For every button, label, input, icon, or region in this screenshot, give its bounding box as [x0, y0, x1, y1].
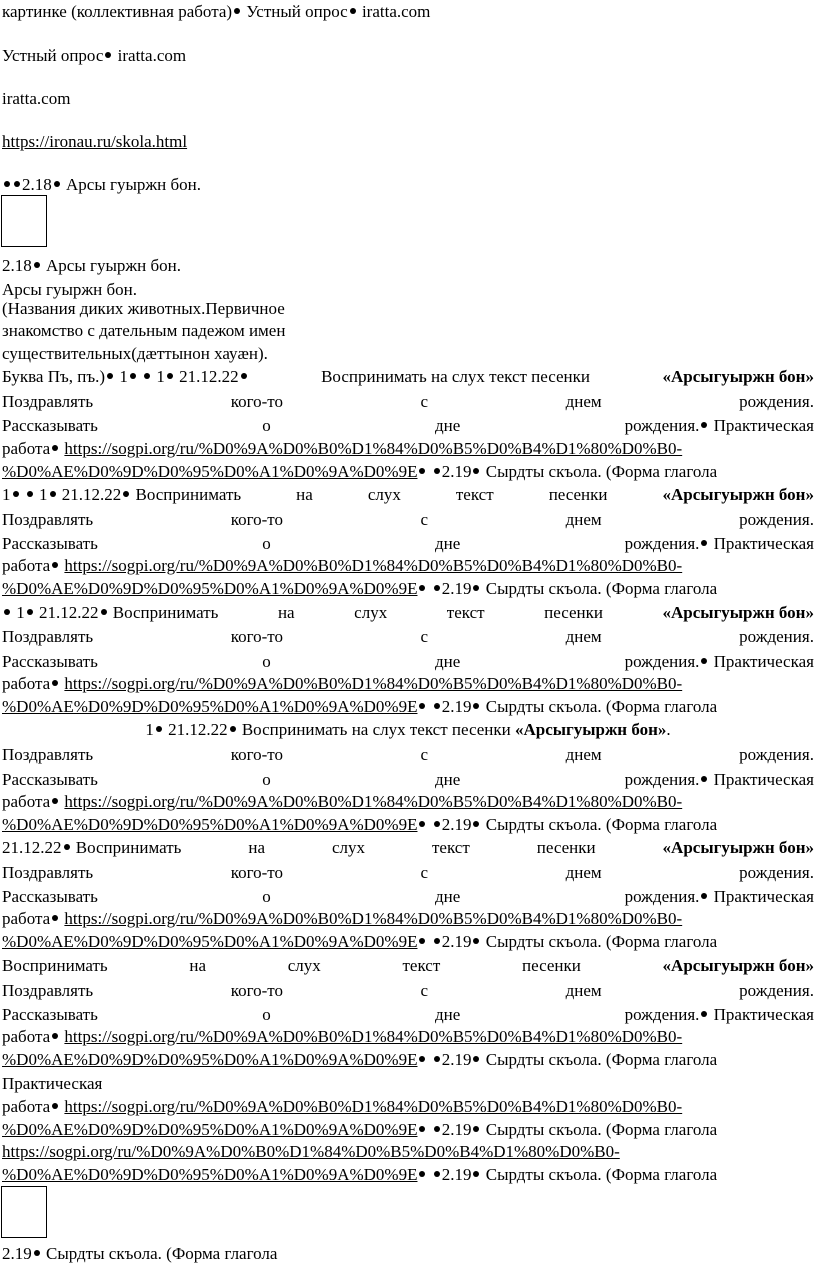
congrat-line: Поздравлять кого-то с днем рождения.	[2, 627, 814, 646]
bullet-icon	[27, 491, 33, 497]
lesson-title: 2.18 Арсы гуыржн бон.	[2, 256, 181, 275]
tell-line: Рассказывать о дне рождения. Практическая	[2, 1005, 814, 1024]
bullet-icon	[64, 844, 70, 850]
bullet-icon	[701, 893, 707, 899]
bullet-icon	[473, 585, 479, 591]
bullet-icon	[54, 181, 60, 187]
bullet-icon	[434, 1126, 440, 1132]
bullet-icon	[434, 585, 440, 591]
image-placeholder	[1, 195, 47, 247]
sogpi-link[interactable]: %D0%AE%D0%9D%D0%95%D0%A1%D0%9A%D0%9E	[2, 462, 418, 481]
header-line-5: 2.18 Арсы гуыржн бон.	[2, 175, 814, 195]
tell-line: Рассказывать о дне рождения. Практическая	[2, 534, 814, 553]
url-line-a: работа https://sogpi.org/ru/%D0%9A%D0%B0%D1%84%D0%B5%D0%B4%D1%80%D0%B0-	[2, 792, 683, 811]
bullet-icon	[434, 821, 440, 827]
bullet-icon	[123, 491, 129, 497]
lesson-desc-1: (Названия диких животных.Первичное	[2, 299, 285, 318]
url-line-a: работа https://sogpi.org/ru/%D0%9A%D0%B0%D1%84%D0%B5%D0%B4%D1%80%D0%B0-	[2, 1097, 683, 1116]
bullet-icon	[52, 798, 58, 804]
bullet-icon	[52, 1033, 58, 1039]
congrat-line: Поздравлять кого-то с днем рождения.	[2, 745, 814, 764]
lesson-desc-3: существительных(дæттынон хауæн).	[2, 344, 268, 363]
bullet-icon	[230, 726, 236, 732]
sogpi-link[interactable]: https://sogpi.org/ru/%D0%9A%D0%B0%D1%84%D0%B5%D0%B4%D1%80%D0%B0-	[2, 1142, 620, 1161]
url-line-b: %D0%AE%D0%9D%D0%95%D0%A1%D0%9A%D0%9E 2.19 Сырдты скъола. (Форма глагола	[2, 462, 718, 481]
bullet-icon	[473, 938, 479, 944]
bullet-icon	[419, 938, 425, 944]
url-line-b: %D0%AE%D0%9D%D0%95%D0%A1%D0%9A%D0%9E 2.19 Сырдты скъола. (Форма глагола	[2, 1050, 718, 1069]
practical-line: Практическая	[2, 1074, 103, 1093]
sogpi-link[interactable]: https://sogpi.org/ru/%D0%9A%D0%B0%D1%84%D0%B5%D0%B4%D1%80%D0%B0-	[64, 674, 683, 693]
bullet-icon	[419, 1171, 425, 1177]
sogpi-link[interactable]: %D0%AE%D0%9D%D0%95%D0%A1%D0%9A%D0%9E	[2, 1120, 418, 1139]
bullet-icon	[701, 658, 707, 664]
bullet-icon	[701, 540, 707, 546]
perceive-line: Буква Пъ, пъ.) 1 1 21.12.22 Воспринимать на слух текст песенки «Арсыгуыржн бон»	[2, 367, 814, 386]
tell-line: Рассказывать о дне рождения. Практическая	[2, 416, 814, 435]
footer-line: 2.19 Сырдты скъола. (Форма глагола	[2, 1244, 278, 1263]
bullet-icon	[701, 776, 707, 782]
url-line-a: работа https://sogpi.org/ru/%D0%9A%D0%B0%D1%84%D0%B5%D0%B4%D1%80%D0%B0-	[2, 439, 683, 458]
bullet-icon	[156, 726, 162, 732]
bullet-icon	[473, 703, 479, 709]
url-line-b: %D0%AE%D0%9D%D0%95%D0%A1%D0%9A%D0%9E 2.19 Сырдты скъола. (Форма глагола	[2, 932, 718, 951]
bullet-icon	[105, 52, 111, 58]
sogpi-link[interactable]: https://sogpi.org/ru/%D0%9A%D0%B0%D1%84%D0%B5%D0%B4%D1%80%D0%B0-	[64, 1027, 683, 1046]
congrat-line: Поздравлять кого-то с днем рождения.	[2, 981, 814, 1000]
bullet-icon	[350, 8, 356, 14]
url-line-a: работа https://sogpi.org/ru/%D0%9A%D0%B0%D1%84%D0%B5%D0%B4%D1%80%D0%B0-	[2, 909, 683, 928]
perceive-line: 1 1 21.12.22 Воспринимать на слух текст песенки «Арсыгуыржн бон»	[2, 485, 814, 504]
url-line-b: %D0%AE%D0%9D%D0%95%D0%A1%D0%9A%D0%9E 2.19 Сырдты скъола. (Форма глагола	[2, 1165, 718, 1184]
bullet-icon	[419, 821, 425, 827]
sogpi-link[interactable]: https://sogpi.org/ru/%D0%9A%D0%B0%D1%84%D0%B5%D0%B4%D1%80%D0%B0-	[64, 909, 683, 928]
bullet-icon	[4, 181, 10, 187]
lesson-desc-2: знакомство с дательным падежом имен	[2, 321, 286, 340]
bullet-icon	[52, 445, 58, 451]
perceive-line: 21.12.22 Воспринимать на слух текст песенки «Арсыгуыржн бон»	[2, 838, 814, 857]
bullet-icon	[434, 1171, 440, 1177]
header-line-1: картинке (коллективная работа) Устный опрос iratta.com	[2, 2, 431, 21]
bullet-icon	[52, 562, 58, 568]
bullet-icon	[27, 609, 33, 615]
sogpi-link[interactable]: %D0%AE%D0%9D%D0%95%D0%A1%D0%9A%D0%9E	[2, 932, 418, 951]
header-line-4	[2, 132, 814, 152]
bullet-icon	[434, 1056, 440, 1062]
tell-line: Рассказывать о дне рождения. Практическая	[2, 887, 814, 906]
url-line-a: работа https://sogpi.org/ru/%D0%9A%D0%B0%D1%84%D0%B5%D0%B4%D1%80%D0%B0-	[2, 1027, 683, 1046]
congrat-line: Поздравлять кого-то с днем рождения.	[2, 510, 814, 529]
bullet-icon	[473, 1171, 479, 1177]
url-line-b: %D0%AE%D0%9D%D0%95%D0%A1%D0%9A%D0%9E 2.19 Сырдты скъола. (Форма глагола	[2, 815, 718, 834]
bullet-icon	[241, 373, 247, 379]
url-line-b: %D0%AE%D0%9D%D0%95%D0%A1%D0%9A%D0%9E 2.19 Сырдты скъола. (Форма глагола	[2, 579, 718, 598]
bullet-icon	[419, 703, 425, 709]
bullet-icon	[434, 703, 440, 709]
bullet-icon	[130, 373, 136, 379]
bullet-icon	[144, 373, 150, 379]
sogpi-link[interactable]: %D0%AE%D0%9D%D0%95%D0%A1%D0%9A%D0%9E	[2, 579, 418, 598]
tell-line: Рассказывать о дне рождения. Практическая	[2, 652, 814, 671]
bullet-icon	[14, 181, 20, 187]
sogpi-link[interactable]: https://sogpi.org/ru/%D0%9A%D0%B0%D1%84%D0%B5%D0%B4%D1%80%D0%B0-	[64, 439, 683, 458]
perceive-line: 1 21.12.22 Воспринимать на слух текст песенки «Арсыгуыржн бон».	[145, 720, 671, 739]
bullet-icon	[473, 821, 479, 827]
sogpi-link[interactable]: %D0%AE%D0%9D%D0%95%D0%A1%D0%9A%D0%9E	[2, 815, 418, 834]
url-line-a	[2, 1142, 814, 1162]
bullet-icon	[50, 491, 56, 497]
sogpi-link[interactable]: https://sogpi.org/ru/%D0%9A%D0%B0%D1%84%D0%B5%D0%B4%D1%80%D0%B0-	[64, 1097, 683, 1116]
sogpi-link[interactable]: %D0%AE%D0%9D%D0%95%D0%A1%D0%9A%D0%9E	[2, 697, 418, 716]
sogpi-link[interactable]: %D0%AE%D0%9D%D0%95%D0%A1%D0%9A%D0%9E	[2, 1050, 418, 1069]
lesson-subtitle: Арсы гуыржн бон.	[2, 280, 137, 299]
bullet-icon	[701, 422, 707, 428]
perceive-line: 1 21.12.22 Воспринимать на слух текст песенки «Арсыгуыржн бон»	[2, 603, 814, 623]
bullet-icon	[419, 585, 425, 591]
bullet-icon	[419, 1056, 425, 1062]
bullet-icon	[473, 1056, 479, 1062]
bullet-icon	[473, 1126, 479, 1132]
bullet-icon	[34, 262, 40, 268]
url-line-b: %D0%AE%D0%9D%D0%95%D0%A1%D0%9A%D0%9E 2.19 Сырдты скъола. (Форма глагола	[2, 697, 718, 716]
perceive-line: Воспринимать на слух текст песенки «Арсыгуыржн бон»	[2, 956, 814, 975]
bullet-icon	[473, 468, 479, 474]
header-line-2: Устный опрос iratta.com	[2, 46, 187, 65]
congrat-line: Поздравлять кого-то с днем рождения.	[2, 863, 814, 882]
image-placeholder	[1, 1186, 47, 1238]
bullet-icon	[13, 491, 19, 497]
congrat-line: Поздравлять кого-то с днем рождения.	[2, 392, 814, 411]
bullet-icon	[34, 1250, 40, 1256]
bullet-icon	[4, 609, 10, 615]
bullet-icon	[52, 1103, 58, 1109]
sogpi-link[interactable]: https://sogpi.org/ru/%D0%9A%D0%B0%D1%84%D0%B5%D0%B4%D1%80%D0%B0-	[64, 556, 683, 575]
sogpi-link[interactable]: %D0%AE%D0%9D%D0%95%D0%A1%D0%9A%D0%9E	[2, 1165, 418, 1184]
bullet-icon	[101, 609, 107, 615]
bullet-icon	[419, 1126, 425, 1132]
bullet-icon	[107, 373, 113, 379]
bullet-icon	[167, 373, 173, 379]
bullet-icon	[52, 915, 58, 921]
bullet-icon	[434, 938, 440, 944]
bullet-icon	[234, 8, 240, 14]
url-line-a: работа https://sogpi.org/ru/%D0%9A%D0%B0%D1%84%D0%B5%D0%B4%D1%80%D0%B0-	[2, 556, 683, 575]
url-line-a: работа https://sogpi.org/ru/%D0%9A%D0%B0%D1%84%D0%B5%D0%B4%D1%80%D0%B0-	[2, 674, 683, 693]
skola-link[interactable]: https://ironau.ru/skola.html	[2, 132, 188, 151]
bullet-icon	[52, 680, 58, 686]
header-line-3: iratta.com	[2, 89, 71, 108]
bullet-icon	[419, 468, 425, 474]
url-line-b: %D0%AE%D0%9D%D0%95%D0%A1%D0%9A%D0%9E 2.19 Сырдты скъола. (Форма глагола	[2, 1120, 718, 1139]
bullet-icon	[701, 1011, 707, 1017]
tell-line: Рассказывать о дне рождения. Практическая	[2, 770, 814, 789]
sogpi-link[interactable]: https://sogpi.org/ru/%D0%9A%D0%B0%D1%84%D0%B5%D0%B4%D1%80%D0%B0-	[64, 792, 683, 811]
bullet-icon	[434, 468, 440, 474]
